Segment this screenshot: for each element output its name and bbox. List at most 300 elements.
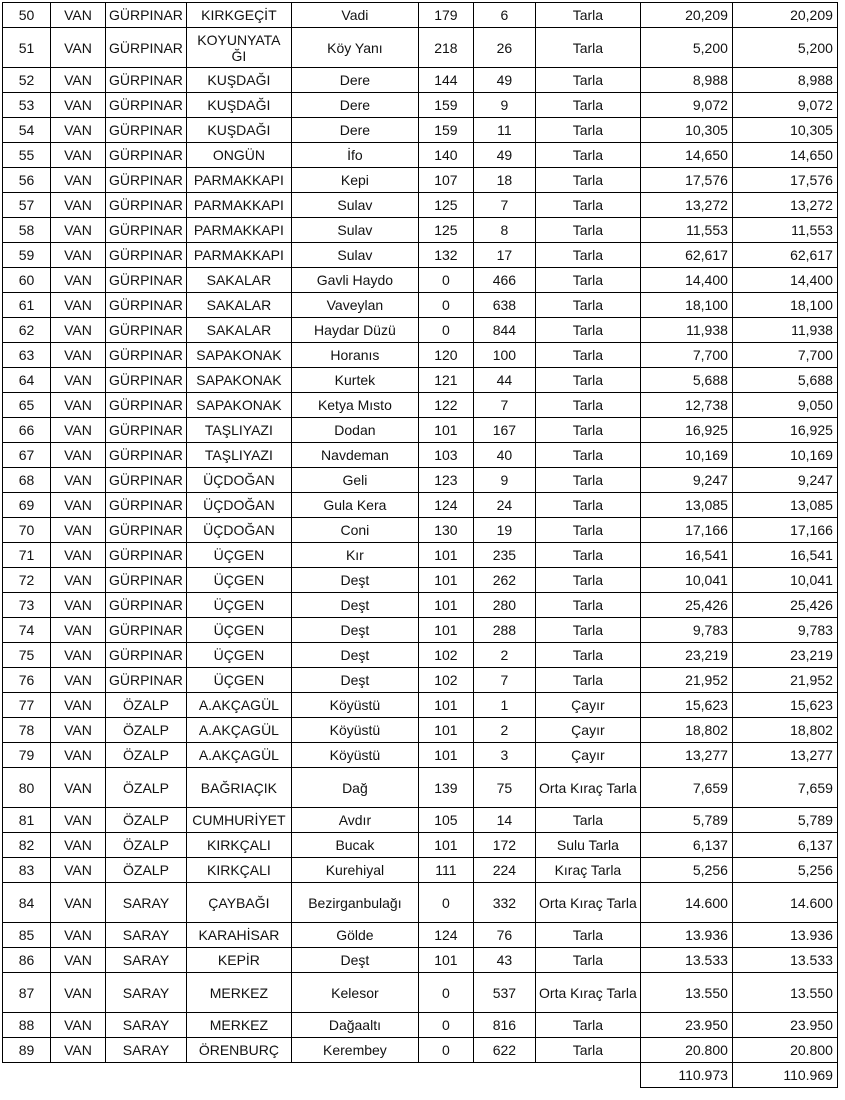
table-row: [3, 318, 838, 343]
district-cell: GÜRPINAR: [106, 418, 187, 443]
parcel-number-cell: 14: [473, 808, 535, 833]
area-cell: 20.800: [640, 1038, 732, 1063]
province-cell: VAN: [51, 543, 106, 568]
block-number-cell: 122: [418, 393, 473, 418]
row-number-cell: 86: [3, 948, 51, 973]
land-type-cell: Tarla: [535, 68, 640, 93]
land-type-cell: Tarla: [535, 808, 640, 833]
village-cell: ÜÇGEN: [186, 568, 291, 593]
district-cell: SARAY: [106, 883, 187, 923]
land-type-cell: Tarla: [535, 543, 640, 568]
area-cell: 17,576: [640, 168, 732, 193]
area-cell: 14,400: [640, 268, 732, 293]
land-type-cell: Tarla: [535, 118, 640, 143]
parcel-number-cell: 638: [473, 293, 535, 318]
locality-cell: Dağaaltı: [291, 1013, 418, 1038]
row-number-cell: 57: [3, 193, 51, 218]
area-cell: 16,925: [640, 418, 732, 443]
row-number-cell: 84: [3, 883, 51, 923]
block-number-cell: 0: [418, 1038, 473, 1063]
area-cell: 11,938: [640, 318, 732, 343]
province-cell: VAN: [51, 973, 106, 1013]
land-type-cell: Tarla: [535, 1038, 640, 1063]
area-2-cell: 15,623: [732, 693, 837, 718]
area-cell: 8,988: [640, 68, 732, 93]
village-cell: SAKALAR: [186, 318, 291, 343]
parcel-table-body: [3, 3, 838, 1063]
parcel-number-cell: 2: [473, 643, 535, 668]
table-row: [3, 743, 838, 768]
locality-cell: Dere: [291, 118, 418, 143]
area-2-cell: 16,541: [732, 543, 837, 568]
block-number-cell: 101: [418, 833, 473, 858]
district-cell: GÜRPINAR: [106, 318, 187, 343]
village-cell: KIRKÇALI: [186, 833, 291, 858]
row-number-cell: 54: [3, 118, 51, 143]
row-number-cell: 72: [3, 568, 51, 593]
table-row: [3, 443, 838, 468]
parcel-number-cell: 17: [473, 243, 535, 268]
district-cell: GÜRPINAR: [106, 468, 187, 493]
land-type-cell: Tarla: [535, 493, 640, 518]
parcel-number-cell: 76: [473, 923, 535, 948]
area-2-cell: 18,100: [732, 293, 837, 318]
block-number-cell: 139: [418, 768, 473, 808]
locality-cell: Kerembey: [291, 1038, 418, 1063]
district-cell: GÜRPINAR: [106, 393, 187, 418]
district-cell: ÖZALP: [106, 833, 187, 858]
area-2-cell: 5,688: [732, 368, 837, 393]
village-cell: KEPİR: [186, 948, 291, 973]
village-cell: A.AKÇAGÜL: [186, 718, 291, 743]
row-number-cell: 64: [3, 368, 51, 393]
district-cell: GÜRPINAR: [106, 193, 187, 218]
table-row: [3, 518, 838, 543]
parcel-number-cell: 18: [473, 168, 535, 193]
block-number-cell: 124: [418, 493, 473, 518]
block-number-cell: 105: [418, 808, 473, 833]
locality-cell: Vaveylan: [291, 293, 418, 318]
table-row: [3, 3, 838, 28]
parcel-number-cell: 816: [473, 1013, 535, 1038]
parcel-number-cell: 26: [473, 28, 535, 68]
table-row: [3, 493, 838, 518]
table-row: [3, 168, 838, 193]
row-number-cell: 85: [3, 923, 51, 948]
province-cell: VAN: [51, 393, 106, 418]
locality-cell: Dodan: [291, 418, 418, 443]
village-cell: ÜÇDOĞAN: [186, 493, 291, 518]
province-cell: VAN: [51, 768, 106, 808]
block-number-cell: 0: [418, 1013, 473, 1038]
area-2-cell: 7,700: [732, 343, 837, 368]
block-number-cell: 101: [418, 568, 473, 593]
parcel-number-cell: 537: [473, 973, 535, 1013]
land-type-cell: Çayır: [535, 743, 640, 768]
district-cell: GÜRPINAR: [106, 518, 187, 543]
row-number-cell: 66: [3, 418, 51, 443]
area-2-cell: 9,783: [732, 618, 837, 643]
province-cell: VAN: [51, 318, 106, 343]
row-number-cell: 55: [3, 143, 51, 168]
area-cell: 20,209: [640, 3, 732, 28]
row-number-cell: 82: [3, 833, 51, 858]
land-type-cell: Tarla: [535, 643, 640, 668]
area-cell: 16,541: [640, 543, 732, 568]
village-cell: SAPAKONAK: [186, 343, 291, 368]
province-cell: VAN: [51, 93, 106, 118]
land-type-cell: Tarla: [535, 593, 640, 618]
province-cell: VAN: [51, 923, 106, 948]
district-cell: GÜRPINAR: [106, 243, 187, 268]
block-number-cell: 132: [418, 243, 473, 268]
land-type-cell: Tarla: [535, 518, 640, 543]
area-cell: 13,277: [640, 743, 732, 768]
district-cell: GÜRPINAR: [106, 68, 187, 93]
area-2-cell: 21,952: [732, 668, 837, 693]
locality-cell: Deşt: [291, 643, 418, 668]
block-number-cell: 123: [418, 468, 473, 493]
area-cell: 17,166: [640, 518, 732, 543]
table-row: [3, 833, 838, 858]
district-cell: SARAY: [106, 923, 187, 948]
locality-cell: Kurehiyal: [291, 858, 418, 883]
table-row: [3, 568, 838, 593]
block-number-cell: 101: [418, 948, 473, 973]
land-type-cell: Çayır: [535, 718, 640, 743]
parcel-number-cell: 332: [473, 883, 535, 923]
area-2-cell: 11,938: [732, 318, 837, 343]
block-number-cell: 218: [418, 28, 473, 68]
area-cell: 12,738: [640, 393, 732, 418]
block-number-cell: 159: [418, 118, 473, 143]
locality-cell: Sulav: [291, 193, 418, 218]
village-cell: SAKALAR: [186, 293, 291, 318]
land-type-cell: Sulu Tarla: [535, 833, 640, 858]
area-cell: 11,553: [640, 218, 732, 243]
parcel-number-cell: 8: [473, 218, 535, 243]
land-type-cell: Tarla: [535, 268, 640, 293]
locality-cell: Gavli Haydo: [291, 268, 418, 293]
area-cell: 5,789: [640, 808, 732, 833]
district-cell: GÜRPINAR: [106, 268, 187, 293]
province-cell: VAN: [51, 1013, 106, 1038]
village-cell: SAKALAR: [186, 268, 291, 293]
parcel-number-cell: 19: [473, 518, 535, 543]
locality-cell: Deşt: [291, 593, 418, 618]
area-2-cell: 20,209: [732, 3, 837, 28]
table-row: [3, 93, 838, 118]
table-row: [3, 808, 838, 833]
district-cell: GÜRPINAR: [106, 168, 187, 193]
area-2-cell: 14,400: [732, 268, 837, 293]
district-cell: SARAY: [106, 1013, 187, 1038]
district-cell: GÜRPINAR: [106, 293, 187, 318]
area-2-cell: 9,050: [732, 393, 837, 418]
area-2-cell: 10,169: [732, 443, 837, 468]
parcel-number-cell: 44: [473, 368, 535, 393]
province-cell: VAN: [51, 493, 106, 518]
area-2-cell: 13.533: [732, 948, 837, 973]
village-cell: KOYUNYATA ĞI: [186, 28, 291, 68]
area-2-cell: 23,219: [732, 643, 837, 668]
locality-cell: Deşt: [291, 948, 418, 973]
province-cell: VAN: [51, 618, 106, 643]
locality-cell: Köyüstü: [291, 693, 418, 718]
parcel-number-cell: 6: [473, 3, 535, 28]
area-cell: 13,085: [640, 493, 732, 518]
village-cell: KARAHİSAR: [186, 923, 291, 948]
row-number-cell: 76: [3, 668, 51, 693]
parcel-number-cell: 167: [473, 418, 535, 443]
village-cell: ÜÇDOĞAN: [186, 518, 291, 543]
block-number-cell: 101: [418, 543, 473, 568]
district-cell: GÜRPINAR: [106, 368, 187, 393]
table-row: [3, 393, 838, 418]
table-row: [3, 948, 838, 973]
row-number-cell: 88: [3, 1013, 51, 1038]
area-2-cell: 10,305: [732, 118, 837, 143]
parcel-number-cell: 24: [473, 493, 535, 518]
land-type-cell: Tarla: [535, 948, 640, 973]
area-cell: 13.550: [640, 973, 732, 1013]
block-number-cell: 144: [418, 68, 473, 93]
parcel-number-cell: 1: [473, 693, 535, 718]
village-cell: MERKEZ: [186, 1013, 291, 1038]
locality-cell: Geli: [291, 468, 418, 493]
table-row: [3, 693, 838, 718]
province-cell: VAN: [51, 443, 106, 468]
parcel-number-cell: 224: [473, 858, 535, 883]
area-cell: 18,802: [640, 718, 732, 743]
province-cell: VAN: [51, 193, 106, 218]
village-cell: PARMAKKAPI: [186, 218, 291, 243]
row-number-cell: 60: [3, 268, 51, 293]
parcel-number-cell: 43: [473, 948, 535, 973]
area-2-cell: 62,617: [732, 243, 837, 268]
parcel-number-cell: 262: [473, 568, 535, 593]
locality-cell: Dere: [291, 93, 418, 118]
village-cell: ÜÇGEN: [186, 668, 291, 693]
row-number-cell: 87: [3, 973, 51, 1013]
row-number-cell: 50: [3, 3, 51, 28]
province-cell: VAN: [51, 568, 106, 593]
district-cell: GÜRPINAR: [106, 143, 187, 168]
land-type-cell: Tarla: [535, 218, 640, 243]
parcel-number-cell: 280: [473, 593, 535, 618]
locality-cell: Bucak: [291, 833, 418, 858]
land-type-cell: Tarla: [535, 193, 640, 218]
table-row: [3, 618, 838, 643]
district-cell: GÜRPINAR: [106, 618, 187, 643]
block-number-cell: 101: [418, 718, 473, 743]
locality-cell: Kelesor: [291, 973, 418, 1013]
block-number-cell: 125: [418, 218, 473, 243]
locality-cell: Navdeman: [291, 443, 418, 468]
area-cell: 14.600: [640, 883, 732, 923]
table-row: [3, 973, 838, 1013]
block-number-cell: 101: [418, 593, 473, 618]
area-2-cell: 25,426: [732, 593, 837, 618]
land-type-cell: Tarla: [535, 243, 640, 268]
province-cell: VAN: [51, 643, 106, 668]
village-cell: TAŞLIYAZI: [186, 418, 291, 443]
area-2-cell: 6,137: [732, 833, 837, 858]
district-cell: GÜRPINAR: [106, 443, 187, 468]
village-cell: PARMAKKAPI: [186, 193, 291, 218]
land-type-cell: Tarla: [535, 28, 640, 68]
area-2-cell: 9,247: [732, 468, 837, 493]
table-row: [3, 293, 838, 318]
block-number-cell: 111: [418, 858, 473, 883]
area-cell: 25,426: [640, 593, 732, 618]
block-number-cell: 124: [418, 923, 473, 948]
area-cell: 14,650: [640, 143, 732, 168]
table-row: [3, 468, 838, 493]
row-number-cell: 77: [3, 693, 51, 718]
parcel-number-cell: 75: [473, 768, 535, 808]
row-number-cell: 75: [3, 643, 51, 668]
area-2-cell: 16,925: [732, 418, 837, 443]
land-type-cell: Tarla: [535, 923, 640, 948]
parcel-number-cell: 844: [473, 318, 535, 343]
village-cell: ÜÇGEN: [186, 543, 291, 568]
row-number-cell: 74: [3, 618, 51, 643]
province-cell: VAN: [51, 143, 106, 168]
table-row: [3, 543, 838, 568]
village-cell: ONGÜN: [186, 143, 291, 168]
row-number-cell: 79: [3, 743, 51, 768]
area-2-cell: 10,041: [732, 568, 837, 593]
land-type-cell: Tarla: [535, 3, 640, 28]
row-number-cell: 59: [3, 243, 51, 268]
block-number-cell: 107: [418, 168, 473, 193]
area-2-cell: 23.950: [732, 1013, 837, 1038]
locality-cell: Ketya Mısto: [291, 393, 418, 418]
area-2-cell: 14.600: [732, 883, 837, 923]
area-cell: 13.533: [640, 948, 732, 973]
row-number-cell: 69: [3, 493, 51, 518]
block-number-cell: 125: [418, 193, 473, 218]
province-cell: VAN: [51, 718, 106, 743]
land-type-cell: Tarla: [535, 418, 640, 443]
row-number-cell: 68: [3, 468, 51, 493]
area-cell: 9,072: [640, 93, 732, 118]
parcel-number-cell: 235: [473, 543, 535, 568]
district-cell: GÜRPINAR: [106, 543, 187, 568]
land-type-cell: Kıraç Tarla: [535, 858, 640, 883]
area-cell: 23.950: [640, 1013, 732, 1038]
land-type-cell: Çayır: [535, 693, 640, 718]
land-type-cell: Tarla: [535, 168, 640, 193]
land-type-cell: Tarla: [535, 568, 640, 593]
land-type-cell: Tarla: [535, 318, 640, 343]
village-cell: TAŞLIYAZI: [186, 443, 291, 468]
village-cell: MERKEZ: [186, 973, 291, 1013]
district-cell: SARAY: [106, 1038, 187, 1063]
area-2-cell: 20.800: [732, 1038, 837, 1063]
land-type-cell: Tarla: [535, 343, 640, 368]
totals-row: [3, 1063, 838, 1088]
locality-cell: Bezirganbulağı: [291, 883, 418, 923]
province-cell: VAN: [51, 293, 106, 318]
row-number-cell: 89: [3, 1038, 51, 1063]
province-cell: VAN: [51, 28, 106, 68]
locality-cell: İfo: [291, 143, 418, 168]
parcel-number-cell: 40: [473, 443, 535, 468]
locality-cell: Gula Kera: [291, 493, 418, 518]
table-row: [3, 418, 838, 443]
locality-cell: Kepi: [291, 168, 418, 193]
province-cell: VAN: [51, 243, 106, 268]
district-cell: ÖZALP: [106, 693, 187, 718]
district-cell: GÜRPINAR: [106, 593, 187, 618]
locality-cell: Dere: [291, 68, 418, 93]
row-number-cell: 53: [3, 93, 51, 118]
area-cell: 6,137: [640, 833, 732, 858]
province-cell: VAN: [51, 418, 106, 443]
block-number-cell: 130: [418, 518, 473, 543]
district-cell: ÖZALP: [106, 768, 187, 808]
province-cell: VAN: [51, 693, 106, 718]
district-cell: GÜRPINAR: [106, 568, 187, 593]
table-row: [3, 343, 838, 368]
table-row: [3, 718, 838, 743]
district-cell: ÖZALP: [106, 743, 187, 768]
district-cell: ÖZALP: [106, 858, 187, 883]
area-cell: 23,219: [640, 643, 732, 668]
area-cell: 15,623: [640, 693, 732, 718]
village-cell: A.AKÇAGÜL: [186, 693, 291, 718]
row-number-cell: 81: [3, 808, 51, 833]
land-type-cell: Tarla: [535, 393, 640, 418]
block-number-cell: 101: [418, 618, 473, 643]
village-cell: KUŞDAĞI: [186, 93, 291, 118]
village-cell: ÖRENBURÇ: [186, 1038, 291, 1063]
province-cell: VAN: [51, 118, 106, 143]
district-cell: GÜRPINAR: [106, 668, 187, 693]
village-cell: KIRKGEÇİT: [186, 3, 291, 28]
area-2-cell: 5,789: [732, 808, 837, 833]
province-cell: VAN: [51, 1038, 106, 1063]
parcel-number-cell: 9: [473, 468, 535, 493]
area-2-cell: 5,256: [732, 858, 837, 883]
district-cell: GÜRPINAR: [106, 343, 187, 368]
locality-cell: Vadi: [291, 3, 418, 28]
row-number-cell: 63: [3, 343, 51, 368]
village-cell: ÜÇDOĞAN: [186, 468, 291, 493]
row-number-cell: 61: [3, 293, 51, 318]
land-type-cell: Tarla: [535, 668, 640, 693]
locality-cell: Horanıs: [291, 343, 418, 368]
parcel-number-cell: 11: [473, 118, 535, 143]
area-2-cell: 13.550: [732, 973, 837, 1013]
area-cell: 10,041: [640, 568, 732, 593]
land-type-cell: Tarla: [535, 368, 640, 393]
block-number-cell: 0: [418, 268, 473, 293]
area-cell: 5,256: [640, 858, 732, 883]
village-cell: SAPAKONAK: [186, 393, 291, 418]
row-number-cell: 51: [3, 28, 51, 68]
block-number-cell: 121: [418, 368, 473, 393]
province-cell: VAN: [51, 593, 106, 618]
province-cell: VAN: [51, 468, 106, 493]
locality-cell: Köyüstü: [291, 718, 418, 743]
block-number-cell: 120: [418, 343, 473, 368]
area-2-cell: 17,166: [732, 518, 837, 543]
block-number-cell: 101: [418, 743, 473, 768]
province-cell: VAN: [51, 808, 106, 833]
